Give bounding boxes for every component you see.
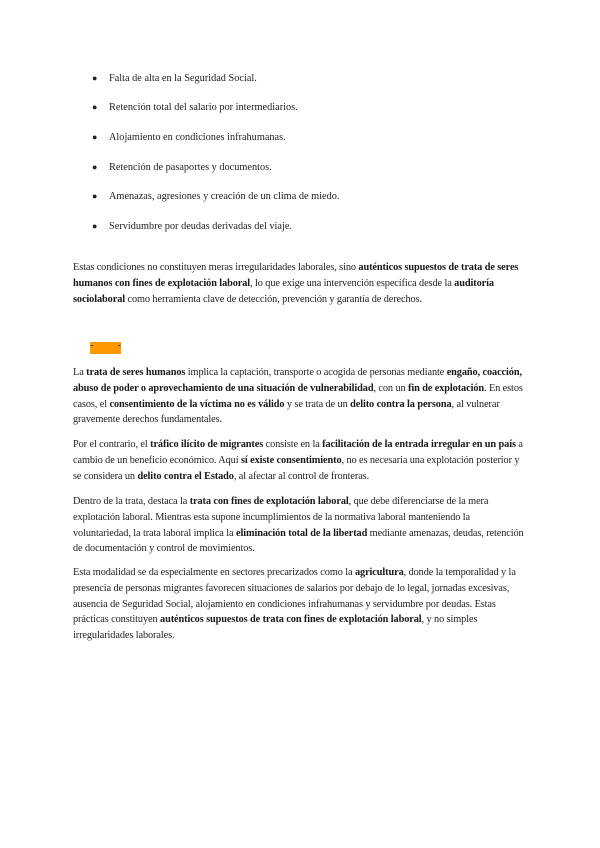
bullet-dot-icon: ●: [92, 221, 98, 231]
list-item: ● Retención de pasaportes y documentos.: [92, 162, 272, 173]
paragraph-conclusion: Estas condiciones no constituyen meras irregularidades laborales, sino auténticos supuestos de trata de seres humanos con fines de explotación laboral, lo que exige una intervención específica desde la auditoría sociolaboral como herramienta clave de detección, prevención y garantía de derechos.: [73, 262, 519, 305]
paragraph-trata-definition: La trata de seres humanos implica la captación, transporte o acogida de personas mediante engaño, coacción, abuso de poder o aprovechamiento de una situación de vulnerabilidad, con un fin de explotación. En estos casos, el consentimiento de la víctima no es válido y se trata de un delito contra la persona, al vulnerar gravemente derechos fundamentales.: [73, 367, 523, 426]
list-item: ● Amenazas, agresiones y creación de un clima de miedo.: [92, 191, 340, 202]
bullet-dot-icon: ●: [92, 102, 98, 112]
highlight-mark: - -: [90, 342, 121, 354]
paragraph-agricultura: Esta modalidad se da especialmente en sectores precarizados como la agricultura, donde la temporalidad y la presencia de personas migrantes favorecen situaciones de salarios por debajo de lo legal, jornadas excesivas, ausencia de Seguridad Social, alojamiento en condiciones infrahumanas y servidumbre por deudas. Estas prácticas constituyen auténticos supuestos de trata con fines de explotación laboral, y no simples irregularidades laborales.: [73, 567, 516, 642]
bullet-dot-icon: ●: [92, 191, 98, 201]
list-item: ● Retención total del salario por intermediarios.: [92, 102, 298, 113]
list-item: ● Alojamiento en condiciones infrahumanas.: [92, 132, 286, 143]
bullet-dot-icon: ●: [92, 132, 98, 142]
paragraph-trata-laboral: Dentro de la trata, destaca la trata con fines de explotación laboral, que debe diferenciarse de la mera explotación laboral. Mientras esta supone incumplimientos de la normativa laboral manteniendo la voluntariedad, la trata laboral implica la eliminación total de la libertad mediante amenazas, deudas, retención de documentación y control de movimientos.: [73, 496, 524, 555]
bullet-dot-icon: ●: [92, 73, 98, 83]
bullet-dot-icon: ●: [92, 162, 98, 172]
list-item: ● Falta de alta en la Seguridad Social.: [92, 73, 257, 84]
list-item: ● Servidumbre por deudas derivadas del viaje.: [92, 221, 292, 232]
paragraph-trafico-migrantes: Por el contrario, el tráfico ilícito de migrantes consiste en la facilitación de la entrada irregular en un país a cambio de un beneficio económico. Aquí sí existe consentimiento, no es necesaria una explotación posterior y se considera un delito contra el Estado, al afectar al control de fronteras.: [73, 439, 523, 482]
